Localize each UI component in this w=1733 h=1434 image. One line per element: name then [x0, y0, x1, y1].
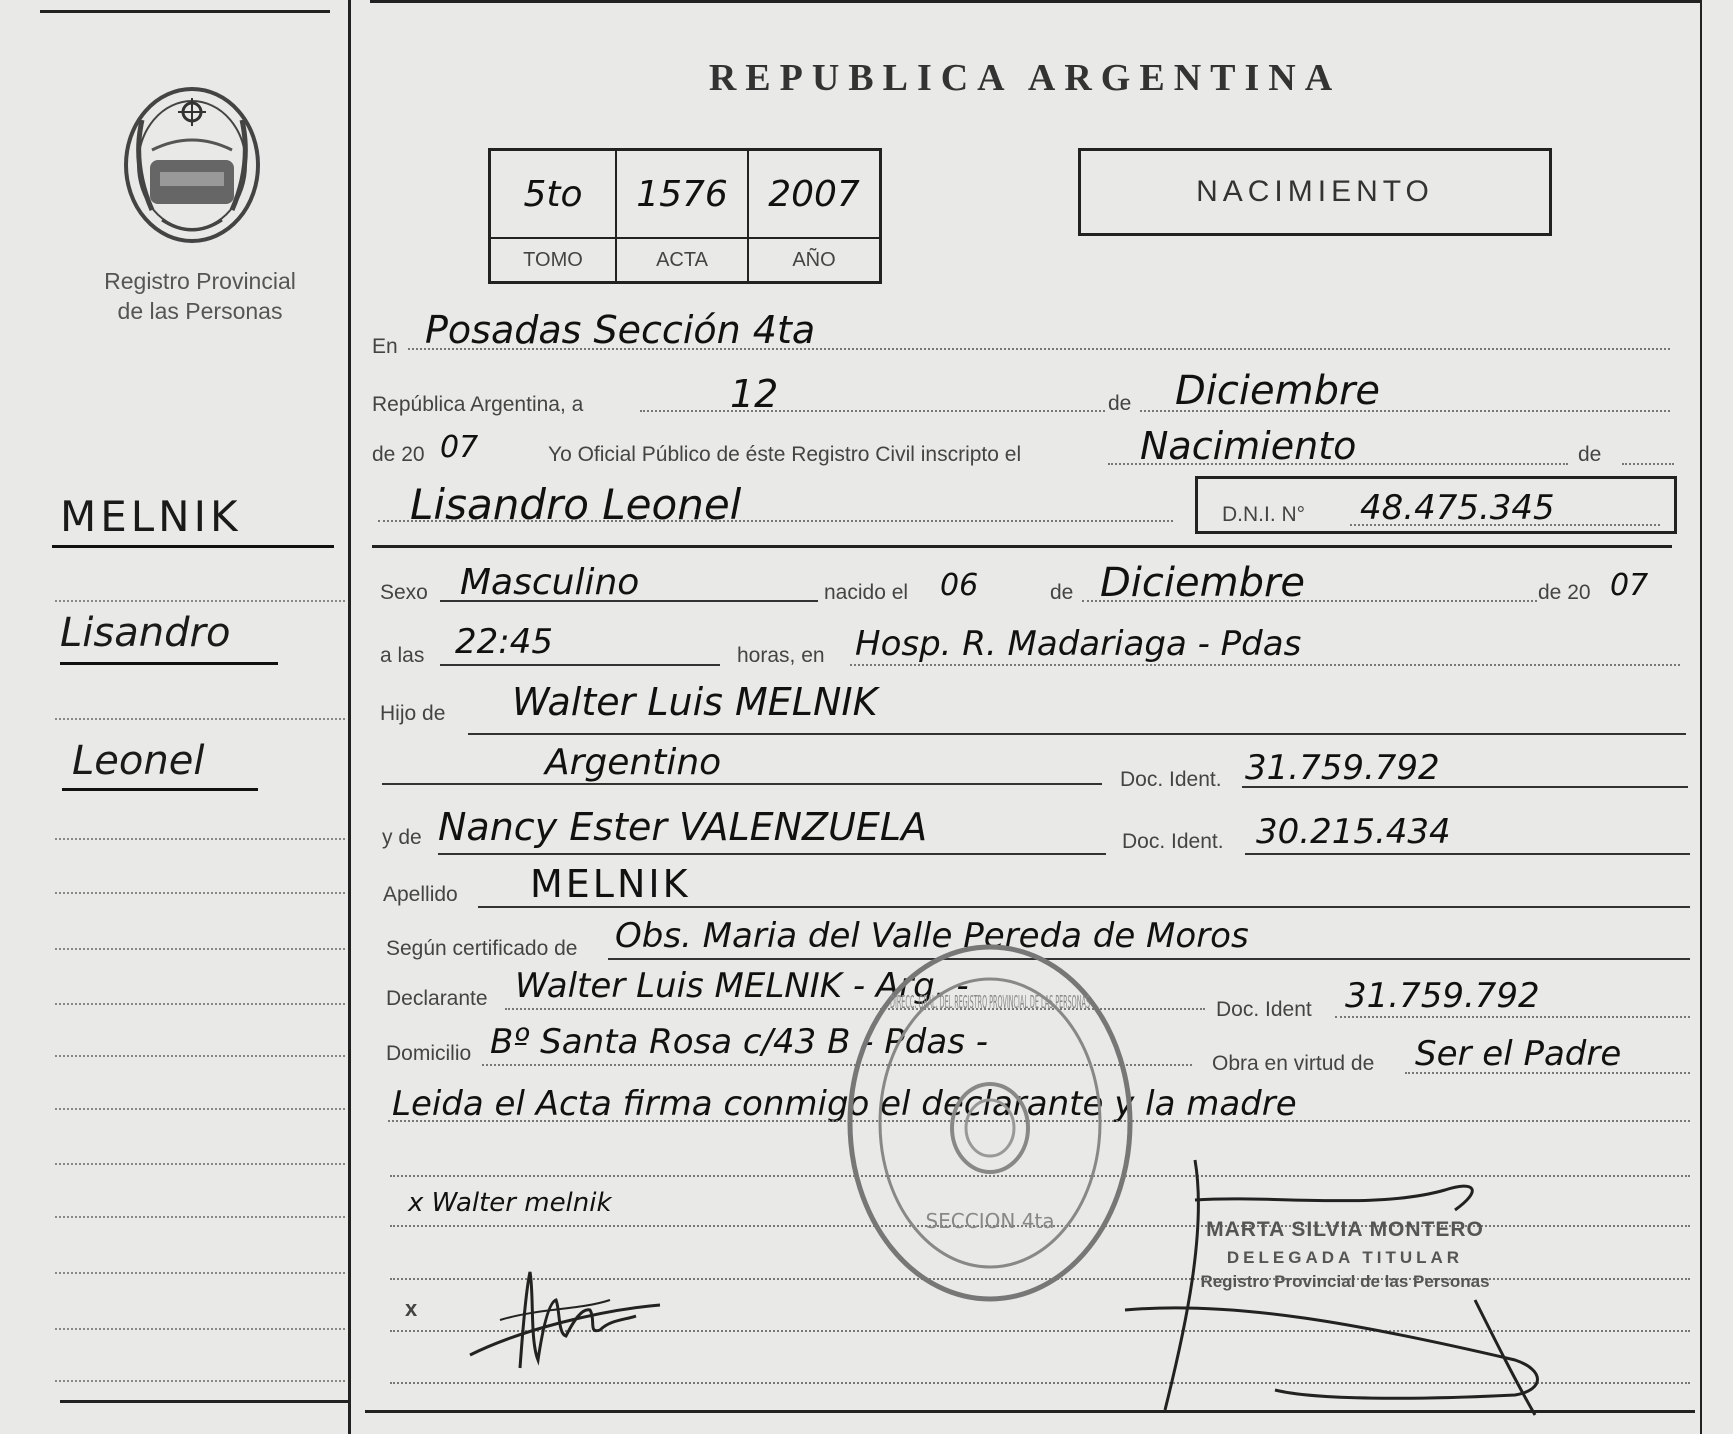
republica-label: República Argentina, a [372, 393, 584, 416]
obra-line [1405, 1072, 1690, 1074]
tomo-value: 5to [523, 173, 583, 215]
year-value: 07 [440, 430, 479, 465]
nacido-label: nacido el [824, 581, 909, 604]
nationality-line [382, 783, 1102, 785]
sexo-value: Masculino [460, 562, 640, 603]
mother-name-line [438, 853, 1106, 855]
month-line [1140, 410, 1670, 412]
record-type: NACIMIENTO [1196, 175, 1434, 208]
month-value: Diciembre [1175, 368, 1381, 414]
registry-seal-stamp-icon [840, 938, 1140, 1308]
sidebar-dotted-line [55, 1003, 345, 1005]
stamp-outer-text: DIRECC. GRAL. DEL REGISTRO PROVINCIAL DE LAS PERSONAS [890, 992, 1090, 1013]
place-line [850, 664, 1680, 666]
sidebar-dotted-line [55, 892, 345, 894]
birth-month-line [1082, 600, 1537, 602]
ano-label: AÑO [792, 248, 836, 271]
act-value: Nacimiento [1140, 424, 1357, 468]
ano-value: 2007 [768, 173, 860, 215]
closing-text: Leida el Acta firma conmigo el declarante y la madre [392, 1084, 1297, 1124]
right-border [1700, 0, 1702, 1434]
father-name-line [468, 733, 1686, 735]
en-value: Posadas Sección 4ta [425, 308, 816, 352]
doc-label-2: Doc. Ident. [1122, 830, 1224, 853]
declarante-doc-line [1335, 1016, 1690, 1018]
hijo-label: Hijo de [380, 702, 446, 725]
father-name: Walter Luis MELNIK [512, 680, 878, 724]
official-office: Registro Provincial de las Personas [1200, 1272, 1490, 1291]
obra-label: Obra en virtud de [1212, 1052, 1375, 1075]
domicilio-label: Domicilio [386, 1042, 472, 1065]
ano-cell [749, 151, 879, 239]
mother-doc: 30.215.434 [1256, 812, 1451, 852]
sidebar-dotted-line [55, 838, 345, 840]
mother-name: Nancy Ester VALENZUELA [438, 805, 928, 849]
stamp-section-text: SECCION 4ta [925, 1209, 1055, 1233]
horas-label: horas, en [737, 644, 825, 667]
registry-box [488, 148, 882, 284]
section-rule [372, 545, 1672, 548]
sidebar-dotted-line [55, 600, 345, 602]
dni-value: 48.475.345 [1360, 488, 1555, 528]
father-nationality: Argentino [545, 742, 722, 783]
doc-label: Doc. Ident. [1120, 768, 1222, 791]
sidebar-first-name: Lisandro [60, 610, 231, 656]
acta-label: ACTA [617, 239, 749, 281]
acta-cell [617, 151, 749, 239]
apellido-line [478, 906, 1690, 908]
acta-value: 1576 [636, 173, 728, 215]
sidebar-dotted-line [55, 948, 345, 950]
official-stamp-text [1155, 1218, 1535, 1292]
sexo-label: Sexo [380, 581, 428, 604]
certificado-label: Según certificado de [386, 937, 578, 960]
de-label-2: de [1578, 443, 1602, 466]
tomo-cell [491, 151, 617, 239]
oficial-text: Yo Oficial Público de éste Registro Civil inscripto el [548, 443, 1022, 466]
mother-signature-icon [460, 1250, 670, 1380]
doc-label-3: Doc. Ident [1216, 998, 1312, 1021]
top-rule-left [40, 10, 330, 13]
sidebar-dotted-line [55, 1380, 345, 1382]
sidebar-dotted-line [55, 1328, 345, 1330]
dni-label: D.N.I. N° [1222, 503, 1306, 526]
signature-declarant: x Walter melnik [408, 1188, 612, 1218]
child-names: Lisandro Leonel [410, 480, 742, 529]
birth-day: 06 [940, 568, 979, 603]
sidebar-middle-name: Leonel [72, 738, 205, 784]
apellido-label: Apellido [383, 883, 458, 906]
hour-value: 22:45 [455, 622, 553, 662]
obra-value: Ser el Padre [1415, 1034, 1622, 1074]
en-line [408, 348, 1670, 350]
day-line [640, 410, 1105, 412]
declarante-doc: 31.759.792 [1345, 976, 1540, 1016]
record-type-box [1078, 148, 1552, 236]
sidebar-dotted-line [55, 1163, 345, 1165]
official-name: MARTA SILVIA MONTERO [1206, 1218, 1484, 1241]
sidebar-surname-rule [52, 545, 334, 548]
left-border [348, 0, 351, 1434]
act-line-end [1622, 463, 1674, 465]
y-de-label: y de [382, 826, 422, 849]
domicilio-value: Bº Santa Rosa c/43 B - Pdas - [490, 1022, 989, 1062]
sidebar-dotted-line [55, 1272, 345, 1274]
father-doc-line [1242, 786, 1688, 788]
top-rule-right [370, 0, 1700, 3]
bottom-rule-left [60, 1400, 350, 1403]
de-label-3: de [1050, 581, 1074, 604]
birth-year-prefix: de 20 [1538, 581, 1591, 604]
sidebar-surname: MELNIK [60, 492, 242, 541]
country-heading: REPUBLICA ARGENTINA [708, 57, 1342, 99]
sidebar-dotted-line [55, 1108, 345, 1110]
day-value: 12 [730, 372, 779, 416]
sidebar-middle-name-rule [62, 788, 258, 791]
sidebar-first-name-rule [60, 662, 278, 665]
a-las-label: a las [380, 644, 425, 667]
certificado-value: Obs. Maria del Valle Pereda de Moros [615, 916, 1249, 956]
mother-doc-line [1245, 853, 1690, 855]
province-seal-icon [112, 80, 272, 250]
birth-month: Diciembre [1100, 560, 1306, 606]
tomo-label: TOMO [491, 239, 617, 281]
apellido-value: MELNIK [530, 862, 691, 906]
official-role: DELEGADA TITULAR [1226, 1248, 1464, 1267]
registry-name: Registro Provincial de las Personas [104, 268, 296, 324]
declarante-label: Declarante [386, 987, 488, 1010]
hour-line [440, 664, 720, 666]
year-prefix: de 20 [372, 443, 425, 466]
birth-year: 07 [1610, 568, 1649, 603]
act-line [1108, 463, 1568, 465]
sexo-line [440, 600, 818, 602]
father-doc: 31.759.792 [1245, 748, 1440, 788]
de-label: de [1108, 392, 1132, 415]
en-label: En [372, 335, 398, 358]
certificado-line [608, 958, 1690, 960]
child-names-line [378, 520, 1173, 522]
declarante-value: Walter Luis MELNIK - Arg. - [515, 966, 969, 1006]
sidebar-dotted-line [55, 718, 345, 720]
dni-line [1350, 524, 1660, 526]
place-value: Hosp. R. Madariaga - Pdas [855, 624, 1302, 664]
sidebar-dotted-line [55, 1055, 345, 1057]
signature-mark: x [405, 1296, 418, 1321]
sidebar-dotted-line [55, 1216, 345, 1218]
